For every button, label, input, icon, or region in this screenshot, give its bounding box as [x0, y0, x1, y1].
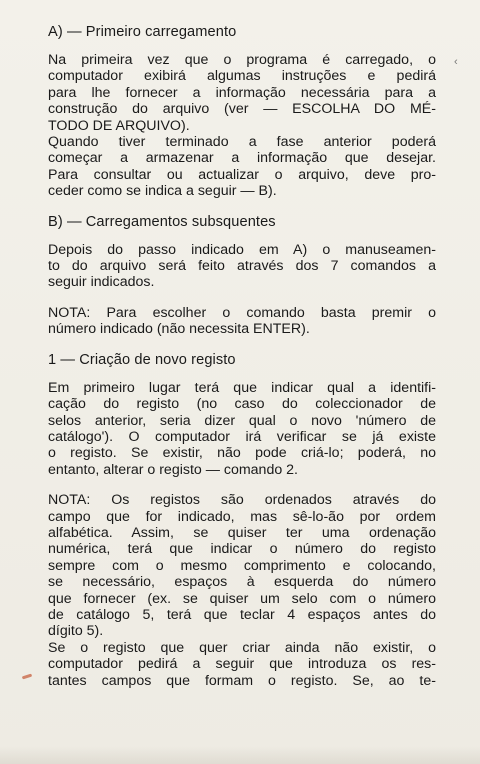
text-line: selos anterior, seria dizer qual o novo 'número de [48, 412, 436, 429]
paragraph-b-1 [48, 242, 436, 291]
text-line: de catálogo 5, terá que teclar 4 espaços antes do [48, 606, 436, 623]
text-line: Para consultar ou actualizar o arquivo, deve pro- [48, 166, 436, 183]
text-line: Em primeiro lugar terá que indicar qual a identifi- [48, 379, 436, 396]
text-line: seguir indicados. [48, 274, 155, 291]
note-b [48, 305, 436, 338]
text-line: dígito 5). [48, 623, 104, 640]
document-content [48, 24, 436, 689]
text-line: numérica, terá que indicar o número do registo [48, 541, 436, 558]
margin-mark: ‹ [454, 56, 458, 68]
page-edge-shadow [0, 746, 480, 764]
text-line: Se o registo que quer criar ainda não existir, o [48, 639, 436, 656]
text-line: que fornecer (ex. se quiser um selo com o número [48, 590, 436, 607]
note-1 [48, 492, 436, 640]
text-line: para lhe fornecer a informação necessária para a [48, 84, 436, 101]
text-line: NOTA: Os registos são ordenados através do [48, 492, 436, 509]
text-line: tantes campos que formam o registo. Se, ao te- [48, 672, 436, 689]
section-heading-a: A) — Primeiro carregamento [48, 24, 237, 40]
text-line: Quando tiver terminado a fase anterior poderá [48, 134, 436, 151]
text-line: catálogo'). O computador irá verificar se já existe [48, 428, 436, 445]
text-line: computador pedirá a seguir que introduza os res- [48, 656, 436, 673]
text-line: ceder como se indica a seguir — B). [48, 183, 277, 200]
section-heading-1: 1 — Criação de novo registo [48, 351, 236, 368]
text-line: número indicado (não necessita ENTER). [48, 321, 310, 338]
text-line: campo que for indicado, mas sê-lo-ão por ordem [48, 508, 436, 525]
text-line: construção do arquivo (ver — ESCOLHA DO MÉ- [48, 101, 436, 118]
text-line: o registo. Se existir, não pode criá-lo; poderá, no [48, 445, 436, 462]
text-line: TODO DE ARQUIVO). [48, 117, 190, 134]
paragraph-a-2 [48, 134, 436, 200]
ink-smudge [22, 674, 32, 680]
text-line: to do arquivo será feito através dos 7 comandos a [48, 258, 436, 275]
paragraph-1-1 [48, 380, 436, 478]
text-line: Depois do passo indicado em A) o manuseamen- [48, 241, 436, 258]
text-line: se necessário, espaços à esquerda do número [48, 574, 436, 591]
text-line: Na primeira vez que o programa é carregado, o [48, 52, 436, 68]
text-line: começar a armazenar a informação que desejar. [48, 150, 436, 167]
text-line: computador exibirá algumas instruções e pedirá [48, 68, 436, 85]
paragraph-1-2 [48, 640, 436, 689]
text-line: sempre com o mesmo comprimento e colocando, [48, 557, 436, 574]
text-line: alfabética. Assim, se quiser ter uma ordenação [48, 524, 436, 541]
paragraph-a-1 [48, 52, 436, 134]
text-line: NOTA: Para escolher o comando basta premir o [48, 304, 436, 321]
text-line: cação do registo (no caso do coleccionador de [48, 396, 436, 413]
text-line: entanto, alterar o registo — comando 2. [48, 461, 298, 478]
section-heading-b: B) — Carregamentos subsquentes [48, 213, 276, 230]
